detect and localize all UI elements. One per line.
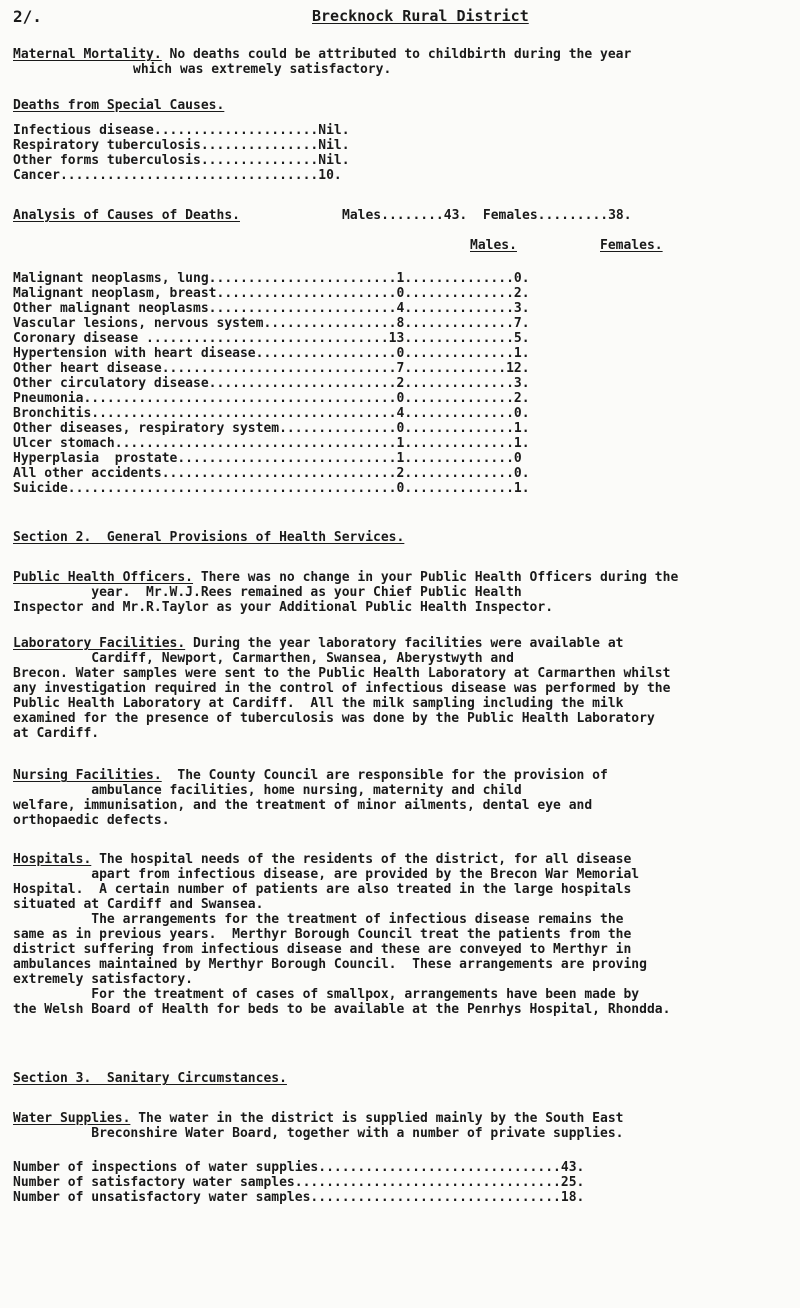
public-health-officers — [13, 570, 783, 615]
list-item: Cancer.................................10. — [13, 168, 342, 183]
list-item: Infectious disease.....................Nil. — [13, 123, 350, 138]
paragraph-line: district suffering from infectious disease and these are conveyed to Merthyr in — [13, 942, 632, 957]
special-causes — [13, 98, 783, 183]
paragraph-line: The County Council are responsible for the provision of — [161, 768, 608, 783]
special-causes-list — [13, 123, 783, 183]
table-row: Bronchitis.......................................4..............0. — [13, 406, 530, 421]
table-row: Pneumonia........................................0..............2. — [13, 391, 530, 406]
paragraph-line: welfare, immunisation, and the treatment of minor ailments, dental eye and — [13, 798, 593, 813]
nursing-facilities — [13, 768, 783, 828]
paragraph-line: any investigation required in the control of infectious disease was performed by the — [13, 681, 671, 696]
nursing-heading: Nursing Facilities. — [13, 768, 162, 783]
paragraph-line: For the treatment of cases of smallpox, arrangements have been made by — [13, 987, 640, 1002]
paragraph-line: Breconshire Water Board, together with a number of private supplies. — [13, 1126, 624, 1141]
maternal-mortality-text-2: which was extremely satisfactory. — [133, 62, 392, 77]
table-row: Hyperplasia prostate............................1..............0 — [13, 451, 522, 466]
paragraph-line: ambulances maintained by Merthyr Borough Council. These arrangements are proving — [13, 957, 647, 972]
paragraph-line: examined for the presence of tuberculosis was done by the Public Health Laboratory — [13, 711, 655, 726]
list-item: Number of satisfactory water samples..................................25. — [13, 1175, 585, 1190]
hospitals-heading: Hospitals. — [13, 852, 92, 867]
paragraph-line: the Welsh Board of Health for beds to be available at the Penrhys Hospital, Rhondda. — [13, 1002, 671, 1017]
analysis-totals: Males........43. Females.........38. — [342, 208, 632, 223]
paragraph-line: The arrangements for the treatment of infectious disease remains the — [13, 912, 624, 927]
list-item: Other forms tuberculosis...............Nil. — [13, 153, 350, 168]
table-row: Ulcer stomach....................................1..............1. — [13, 436, 530, 451]
paragraph-line: Cardiff, Newport, Carmarthen, Swansea, Aberystwyth and — [13, 651, 514, 666]
list-item: Respiratory tuberculosis...............Nil. — [13, 138, 350, 153]
water-heading: Water Supplies. — [13, 1111, 131, 1126]
paragraph-line: orthopaedic defects. — [13, 813, 170, 828]
list-item: Number of inspections of water supplies...............................43. — [13, 1160, 585, 1175]
paragraph-line: year. Mr.W.J.Rees remained as your Chief Public Health — [13, 585, 522, 600]
paragraph-line: situated at Cardiff and Swansea. — [13, 897, 264, 912]
water-supplies — [13, 1111, 783, 1141]
table-row: Coronary disease ...............................13..............5. — [13, 331, 530, 346]
table-row: All other accidents..............................2..............0. — [13, 466, 530, 481]
paragraph-line: ambulance facilities, home nursing, maternity and child — [13, 783, 522, 798]
maternal-mortality-text: No deaths could be attributed to childbirth during the year — [161, 47, 632, 62]
water-stats — [13, 1160, 783, 1205]
table-row: Suicide..........................................0..............1. — [13, 481, 530, 496]
page-number: 2/. — [13, 7, 42, 26]
laboratory-heading: Laboratory Facilities. — [13, 636, 186, 651]
paragraph-line: same as in previous years. Merthyr Borough Council treat the patients from the — [13, 927, 632, 942]
paragraph-line: extremely satisfactory. — [13, 972, 194, 987]
paragraph-line: at Cardiff. — [13, 726, 100, 741]
maternal-mortality — [13, 47, 783, 77]
paragraph-line: There was no change in your Public Health Officers during the — [193, 570, 679, 585]
paragraph-line: Hospital. A certain number of patients are also treated in the large hospitals — [13, 882, 632, 897]
analysis-heading: Analysis of Causes of Deaths. — [13, 208, 240, 223]
paragraph-line: Brecon. Water samples were sent to the Public Health Laboratory at Carmarthen whilst — [13, 666, 671, 681]
analysis-table — [13, 271, 783, 496]
table-row: Other diseases, respiratory system...............0..............1. — [13, 421, 530, 436]
district-title: Brecknock Rural District — [312, 7, 529, 25]
analysis-col-males: Males. — [470, 238, 517, 253]
table-row: Other heart disease..............................7.............12. — [13, 361, 530, 376]
hospitals — [13, 852, 783, 1017]
paragraph-line: Inspector and Mr.R.Taylor as your Additional Public Health Inspector. — [13, 600, 554, 615]
paragraph-line: During the year laboratory facilities were available at — [185, 636, 624, 651]
special-causes-heading: Deaths from Special Causes. — [13, 98, 225, 113]
maternal-mortality-heading: Maternal Mortality. — [13, 47, 162, 62]
table-row: Hypertension with heart disease..................0..............1. — [13, 346, 530, 361]
analysis-col-females: Females. — [600, 238, 663, 253]
table-row: Malignant neoplasms, lung........................1..............0. — [13, 271, 530, 286]
paragraph-line: Public Health Laboratory at Cardiff. All the milk sampling including the milk — [13, 696, 624, 711]
paragraph-line: The hospital needs of the residents of the district, for all disease — [91, 852, 632, 867]
section-2-heading: Section 2. General Provisions of Health Services. — [13, 530, 405, 545]
paragraph-line: The water in the district is supplied mainly by the South East — [130, 1111, 624, 1126]
paragraph-line: apart from infectious disease, are provided by the Brecon War Memorial — [13, 867, 640, 882]
table-row: Other malignant neoplasms........................4..............3. — [13, 301, 530, 316]
section-3-heading: Section 3. Sanitary Circumstances. — [13, 1071, 287, 1086]
list-item: Number of unsatisfactory water samples................................18. — [13, 1190, 585, 1205]
table-row: Vascular lesions, nervous system.................8..............7. — [13, 316, 530, 331]
public-health-officers-heading: Public Health Officers. — [13, 570, 194, 585]
table-row: Other circulatory disease........................2..............3. — [13, 376, 530, 391]
table-row: Malignant neoplasm, breast.......................0..............2. — [13, 286, 530, 301]
laboratory-facilities — [13, 636, 783, 741]
